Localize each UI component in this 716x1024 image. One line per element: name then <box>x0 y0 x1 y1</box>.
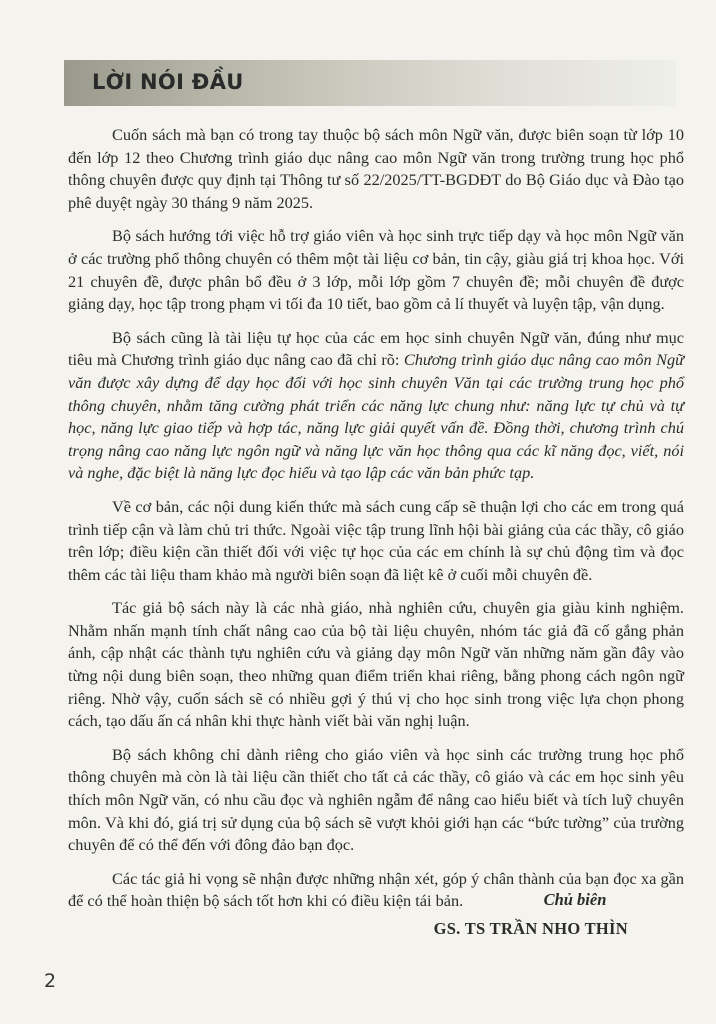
curriculum-quote: Chương trình giáo dục nâng cao môn Ngữ văn được xây dựng để dạy học đối với học sinh chuyên Văn tại các trường trung học phổ thông chuyên, nhằm tăng cường phát triển các năng lực chung như: năng lực tự chủ và tự học, năng lực giao tiếp và hợp tác, năng lực giải quyết vấn đề. Đồng thời, chương trình chú trọng nâng cao năng lực ngôn ngữ và năng lực văn học thông qua các kĩ năng đọc, viết, nói và nghe, đặc biệt là năng lực đọc hiểu và tạo lập các văn bản phức tạp. <box>68 350 684 483</box>
paragraph-2: Bộ sách hướng tới việc hỗ trợ giáo viên và học sinh trực tiếp dạy và học môn Ngữ văn ở các trường phổ thông chuyên có thêm một tài liệu cơ bản, tin cậy, giàu giá trị khoa học. Với 21 chuyên đề, được phân bổ đều ở 3 lớp, mỗi lớp gồm 7 chuyên đề; mỗi chuyên đề được giảng dạy, học tập trong phạm vi tối đa 10 tiết, bao gồm cả lí thuyết và luyện tập, vận dụng. <box>68 226 684 314</box>
paragraph-3-lead: Bộ sách cũng là tài liệu tự học của các em học sinh chuyên Ngữ văn, đúng như mục tiêu mà Chương trình giáo dục nâng cao đã chỉ rõ: <box>68 327 684 370</box>
foreword-body <box>68 124 684 924</box>
paragraph-6: Bộ sách không chỉ dành riêng cho giáo viên và học sinh các trường trung học phổ thông chuyên mà còn là tài liệu cần thiết cho tất cả các thầy, cô giáo và các em học sinh yêu thích môn Ngữ văn, có nhu cầu đọc và nghiên ngẫm để nâng cao hiểu biết và tích luỹ chuyên môn. Và khi đó, giá trị sử dụng của bộ sách sẽ vượt khỏi giới hạn các “bức tường” của trường chuyên để có thể đến với đông đảo bạn đọc. <box>68 744 684 855</box>
editor-name: GS. TS TRẦN NHO THÌN <box>433 919 628 938</box>
paragraph-3 <box>68 327 684 485</box>
paragraph-4: Về cơ bản, các nội dung kiến thức mà sách cung cấp sẽ thuận lợi cho các em trong quá trình tiếp cận và làm chủ tri thức. Ngoài việc tập trung lĩnh hội bài giảng của các thầy, cô giáo trên lớp; điều kiện cần thiết đối với việc tự học của các em chính là sự chủ động tìm và đọc thêm các tài liệu tham khảo mà người biên soạn đã liệt kê ở cuối mỗi chuyên đề. <box>68 496 684 584</box>
paragraph-7: Các tác giả hi vọng sẽ nhận được những nhận xét, góp ý chân thành của bạn đọc xa gần để có thể hoàn thiện bộ sách tốt hơn khi có điều kiện tái bản. <box>68 868 684 911</box>
paragraph-1: Cuốn sách mà bạn có trong tay thuộc bộ sách môn Ngữ văn, được biên soạn từ lớp 10 đến lớp 12 theo Chương trình giáo dục nâng cao môn Ngữ văn trong trường trung học phổ thông chuyên được quy định tại Thông tư số 22/2025/TT-BGDĐT do Bộ Giáo dục và Đào tạo phê duyệt ngày 30 tháng 9 năm 2025. <box>68 125 684 212</box>
editor-role: Chủ biên <box>543 890 607 909</box>
paragraph-5: Tác giả bộ sách này là các nhà giáo, nhà nghiên cứu, chuyên gia giàu kinh nghiệm. Nhằm nhấn mạnh tính chất nâng cao của bộ tài liệu chuyên, nhóm tác giả đã cố gắng phản ánh, cập nhật các thành tựu nghiên cứu và giảng dạy môn Ngữ văn những năm gần đây vào từng nội dung biên soạn, theo những quan điểm triển khai riêng, bằng phong cách ngôn ngữ riêng. Nhờ vậy, cuốn sách sẽ có nhiều gợi ý thú vị cho học sinh trong việc lựa chọn phong cách, tạo dấu ấn cá nhân khi thực hành viết bài văn nghị luận. <box>68 598 684 731</box>
page-heading: LỜI NÓI ĐẦU <box>92 70 244 94</box>
page-number: 2 <box>44 970 57 992</box>
heading-band <box>64 60 676 106</box>
signature-block <box>434 890 628 939</box>
